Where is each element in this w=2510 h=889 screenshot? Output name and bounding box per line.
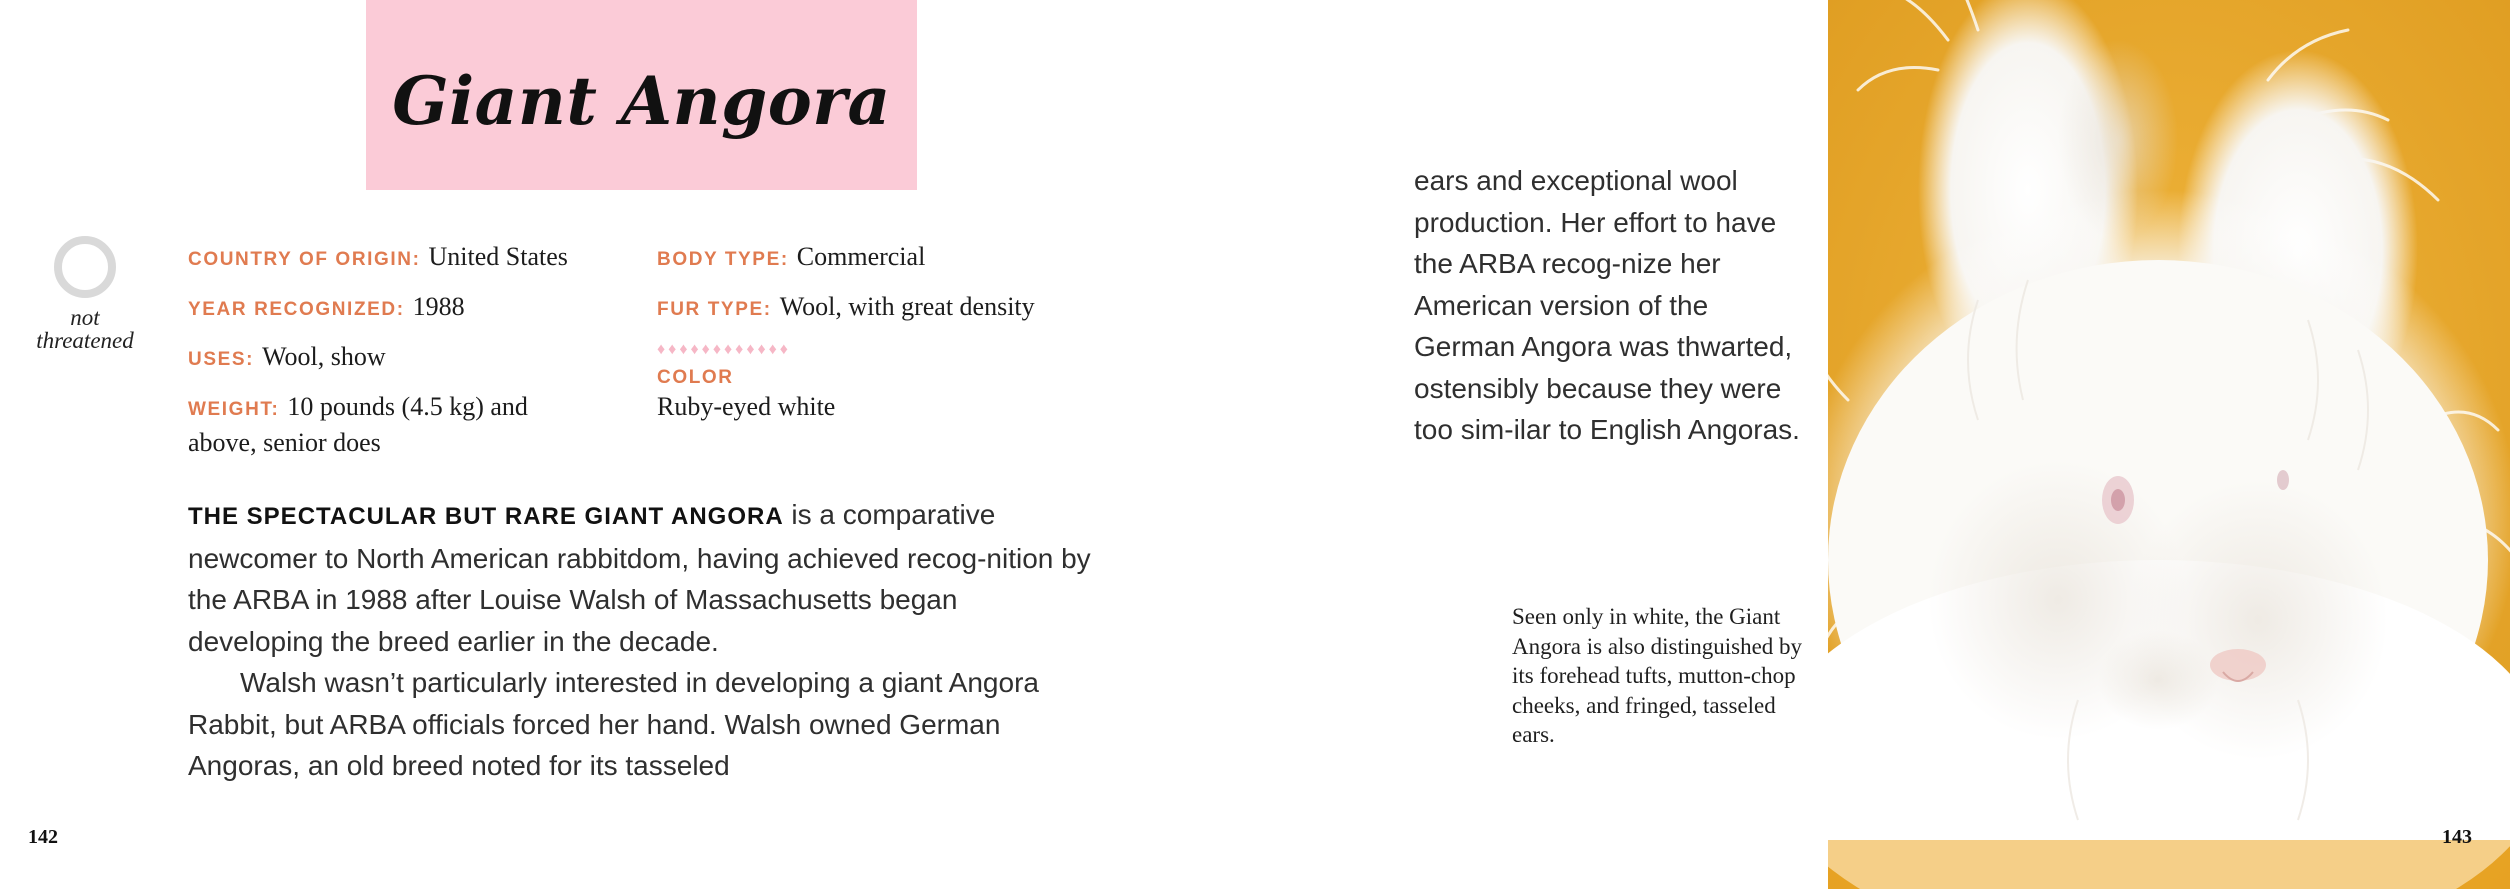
conservation-status	[20, 236, 150, 352]
fact-uses: USES: Wool, show	[188, 342, 386, 371]
title-banner	[366, 0, 917, 190]
facts-column-right	[657, 240, 1137, 424]
lead-in: THE SPECTACULAR BUT RARE GIANT ANGORA	[188, 503, 784, 530]
main-body-text	[188, 494, 1098, 787]
color-label: COLOR	[657, 367, 734, 388]
diamond-divider: ♦♦♦♦♦♦♦♦♦♦♦♦	[657, 341, 791, 358]
fact-fur-type: FUR TYPE: Wool, with great density	[657, 292, 1035, 321]
status-label: not threatened	[36, 305, 134, 353]
photo-caption: Seen only in white, the Giant Angora is also distinguished by its forehead tufts, mutton-chop cheeks, and fringed, tasseled ears.	[1512, 604, 1803, 747]
status-circle-icon	[54, 236, 116, 298]
facts-column-left	[188, 240, 628, 473]
breed-title: Giant Angora	[392, 62, 891, 140]
paragraph-1: THE SPECTACULAR BUT RARE GIANT ANGORA is a comparative newcomer to North American rabbitdom, having achieved recog-nition by the ARBA in 1988 after Louise Walsh of Massachusetts began developing the breed earlier in the decade.	[188, 499, 1091, 657]
fact-weight: WEIGHT: 10 pounds (4.5 kg) and above, senior does	[188, 392, 528, 457]
fact-year: YEAR RECOGNIZED: 1988	[188, 292, 465, 321]
fact-body-type: BODY TYPE: Commercial	[657, 242, 926, 271]
paragraph-2: Walsh wasn’t particularly interested in developing a giant Angora Rabbit, but ARBA officials forced her hand. Walsh owned German Angoras, an old breed noted for its tasseled	[188, 667, 1039, 781]
rabbit-photo	[1828, 0, 2510, 889]
color-value: Ruby-eyed white	[657, 392, 836, 421]
fact-country: COUNTRY OF ORIGIN: United States	[188, 242, 568, 271]
continued-text: ears and exceptional wool production. Her effort to have the ARBA recog-nize her American version of the German Angora was thwarted, ostensibly because they were too sim-ilar to English Angoras.	[1414, 165, 1800, 445]
page-number-right: 143	[2442, 826, 2472, 848]
page-number-left: 142	[28, 826, 58, 848]
